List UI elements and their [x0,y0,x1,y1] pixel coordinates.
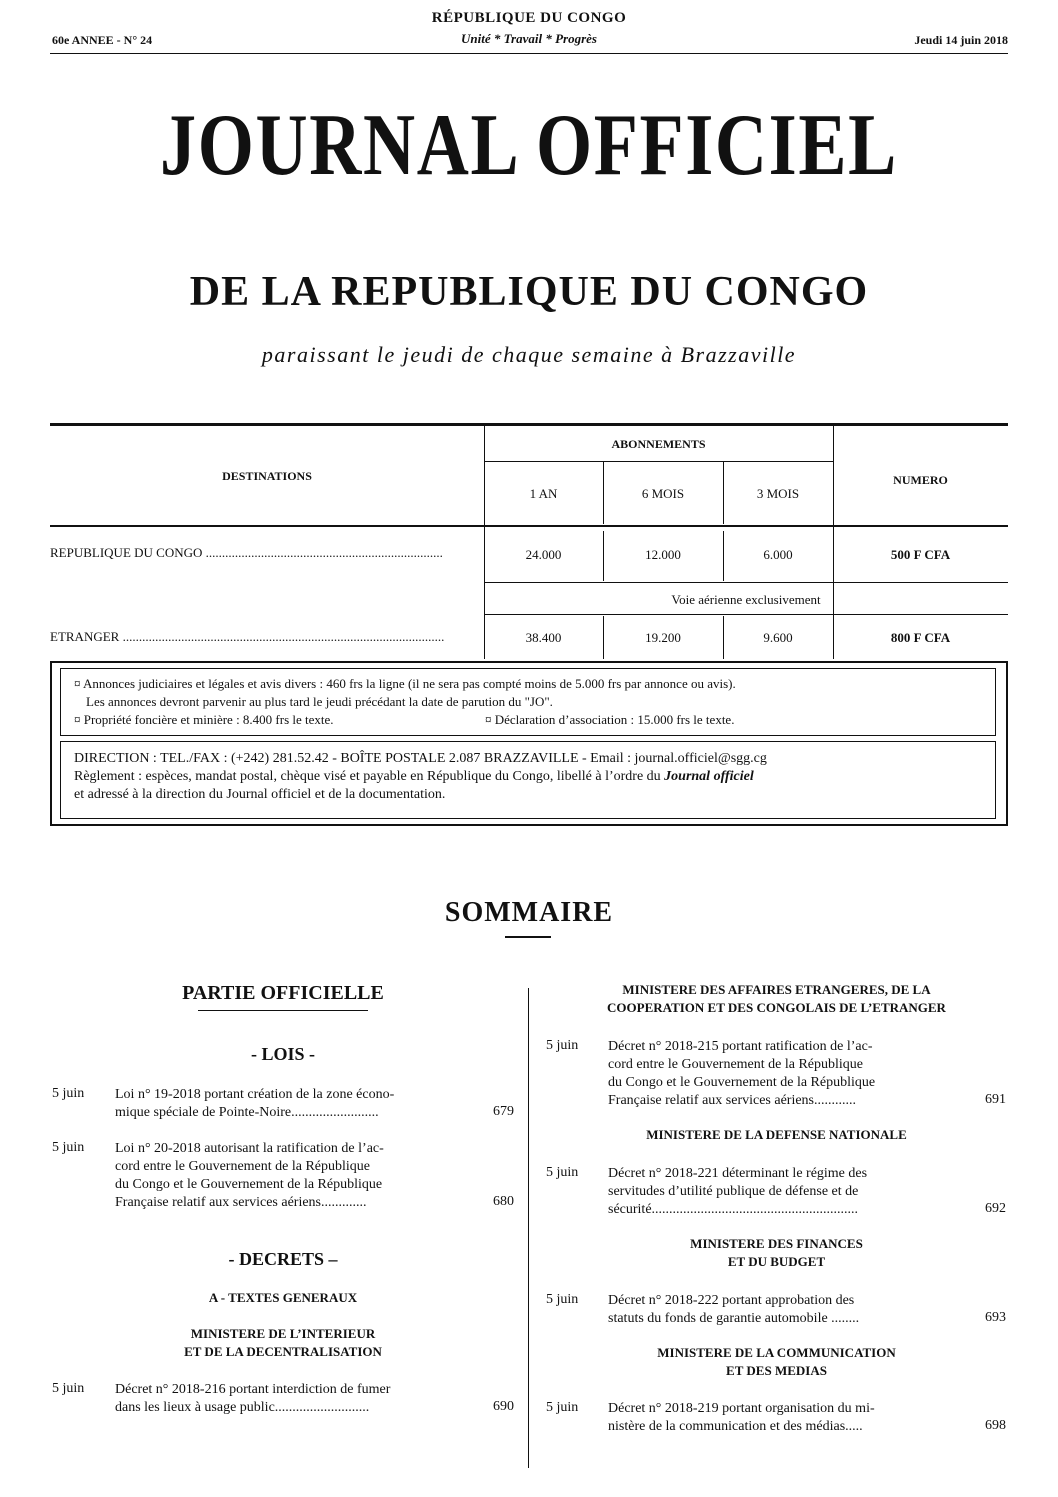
entry-date: 5 juin [546,1038,579,1053]
entry-text: Française relatif aux services aériens............ [608,1093,857,1108]
direction-contact: DIRECTION : TEL./FAX : (+242) 281.52.42 - BOÎTE POSTALE 2.087 BRAZZAVILLE - Email : journal.officiel@sgg.cg [74,751,767,766]
ministere-communication-heading: MINISTERE DE LA COMMUNICATION [657,1345,896,1360]
numero-header: NUMERO [893,473,948,487]
entry-text: cord entre le Gouvernement de la République [608,1057,864,1072]
entry-date: 5 juin [52,1140,85,1155]
entry-page: 679 [493,1104,514,1119]
table-top-rule [50,423,1008,426]
entry-text: dans les lieux à usage public........................... [115,1400,370,1415]
entry-text: Française relatif aux services aériens............. [115,1195,367,1210]
destination-etranger: ETRANGER ................................................................................................... [50,629,445,644]
ministere-interieur-heading: MINISTERE DE L’INTERIEUR [190,1326,376,1341]
table-rule [484,582,1008,583]
destination-congo: REPUBLIQUE DU CONGO ......................................................................... [50,545,443,560]
annonces-line-1: ¤ Annonces judiciaires et légales et avis divers : 460 frs la ligne (il ne sera pas compté moins de 5.000 frs par annonce ou avis). [74,676,736,691]
price-congo-1an: 24.000 [525,547,562,562]
propriete-fonciere: ¤ Propriété foncière et minière : 8.400 frs le texte. [74,712,334,727]
textes-generaux-heading: A - TEXTES GENERAUX [208,1290,358,1305]
entry-date: 5 juin [546,1400,579,1415]
entry-text: Décret n° 2018-216 portant interdiction de fumer [115,1382,391,1397]
col-3mois-header: 3 MOIS [756,486,800,501]
annonces-line-2: Les annonces devront parvenir au plus tard le jeudi précédant la date de parution du "JO". [86,694,553,709]
price-etranger-numero: 800 F CFA [890,630,951,645]
entry-text: mique spéciale de Pointe-Noire......................... [115,1105,379,1120]
ministere-finances-heading-2: ET DU BUDGET [727,1254,826,1269]
journal-subtitle: DE LA REPUBLIQUE DU CONGO [189,269,869,315]
issue-date: Jeudi 14 juin 2018 [914,33,1008,47]
price-etranger-3mois: 9.600 [763,630,793,645]
entry-text: Décret n° 2018-222 portant approbation des [608,1293,855,1308]
entry-text: du Congo et le Gouvernement de la République [115,1177,383,1192]
declaration-association: ¤ Déclaration d’association : 15.000 frs le texte. [485,712,735,727]
col-6mois-header: 6 MOIS [641,486,685,501]
column-divider [528,988,529,1468]
price-etranger-6mois: 19.200 [645,630,681,645]
entry-text: sécurité........................................................... [608,1202,859,1217]
reglement-text [74,769,754,785]
entry-page: 692 [985,1201,1006,1216]
journal-title: JOURNAL OFFICIEL [160,97,898,194]
sommaire-rule [505,936,551,938]
entry-text: cord entre le Gouvernement de la République [115,1159,371,1174]
entry-text: Loi n° 20-2018 autorisant la ratification de l’ac- [115,1141,384,1156]
entry-text: servitudes d’utilité publique de défense et de [608,1184,859,1199]
republic-motto: Unité * Travail * Progrès [460,31,597,46]
price-congo-6mois: 12.000 [645,547,681,562]
entry-text: Décret n° 2018-215 portant ratification de l’ac- [608,1039,873,1054]
abonnements-header: ABONNEMENTS [611,437,706,451]
partie-officielle-heading: PARTIE OFFICIELLE [182,982,384,1004]
entry-date: 5 juin [546,1292,579,1307]
entry-text: Décret n° 2018-221 déterminant le régime des [608,1166,868,1181]
entry-page: 680 [493,1194,514,1209]
issue-number: 60e ANNEE - N° 24 [52,33,153,47]
ministere-affaires-heading-2: COOPERATION ET DES CONGOLAIS DE L’ETRANGER [607,1000,946,1015]
table-rule [484,461,833,462]
decrets-heading: - DECRETS – [228,1249,338,1269]
sommaire-title: SOMMAIRE [444,897,614,928]
entry-page: 690 [493,1399,514,1414]
partie-rule [198,1010,368,1011]
entry-page: 698 [985,1418,1006,1433]
republic-name: RÉPUBLIQUE DU CONGO [431,10,627,26]
table-rule [50,525,1008,527]
lois-heading: - LOIS - [250,1044,315,1064]
entry-text: statuts du fonds de garantie automobile ........ [608,1311,860,1326]
entry-text: nistère de la communication et des médias..... [608,1419,863,1434]
journal-tagline: paraissant le jeudi de chaque semaine à Brazzaville [261,342,797,367]
destinations-header: DESTINATIONS [222,469,312,483]
entry-text: Loi n° 19-2018 portant création de la zone écono- [115,1087,395,1102]
table-rule [484,614,1008,615]
table-divider [833,426,834,659]
col-1an-header: 1 AN [529,486,558,501]
entry-page: 691 [985,1092,1006,1107]
price-congo-numero: 500 F CFA [890,547,951,562]
voie-aerienne: Voie aérienne exclusivement [671,592,821,607]
reglement-part-a: Règlement : espèces, mandat postal, chèque visé et payable en République du Congo, libellé à l’ordre du [74,769,665,784]
entry-date: 5 juin [546,1165,579,1180]
entry-date: 5 juin [52,1381,85,1396]
entry-text: du Congo et le Gouvernement de la République [608,1075,876,1090]
ministere-finances-heading: MINISTERE DES FINANCES [690,1236,863,1251]
ministere-communication-heading-2: ET DES MEDIAS [726,1363,827,1378]
header-rule [50,53,1008,54]
entry-page: 693 [985,1310,1006,1325]
ministere-defense-heading: MINISTERE DE LA DEFENSE NATIONALE [646,1127,907,1142]
entry-date: 5 juin [52,1086,85,1101]
entry-text: Décret n° 2018-219 portant organisation du mi- [608,1401,875,1416]
ministere-affaires-heading: MINISTERE DES AFFAIRES ETRANGERES, DE LA [622,982,931,997]
reglement-text-2: et adressé à la direction du Journal officiel et de la documentation. [74,787,446,802]
ministere-interieur-heading-2: ET DE LA DECENTRALISATION [184,1344,382,1359]
reglement-journal-name: Journal officiel [664,769,754,784]
price-etranger-1an: 38.400 [525,630,562,645]
price-congo-3mois: 6.000 [763,547,793,562]
